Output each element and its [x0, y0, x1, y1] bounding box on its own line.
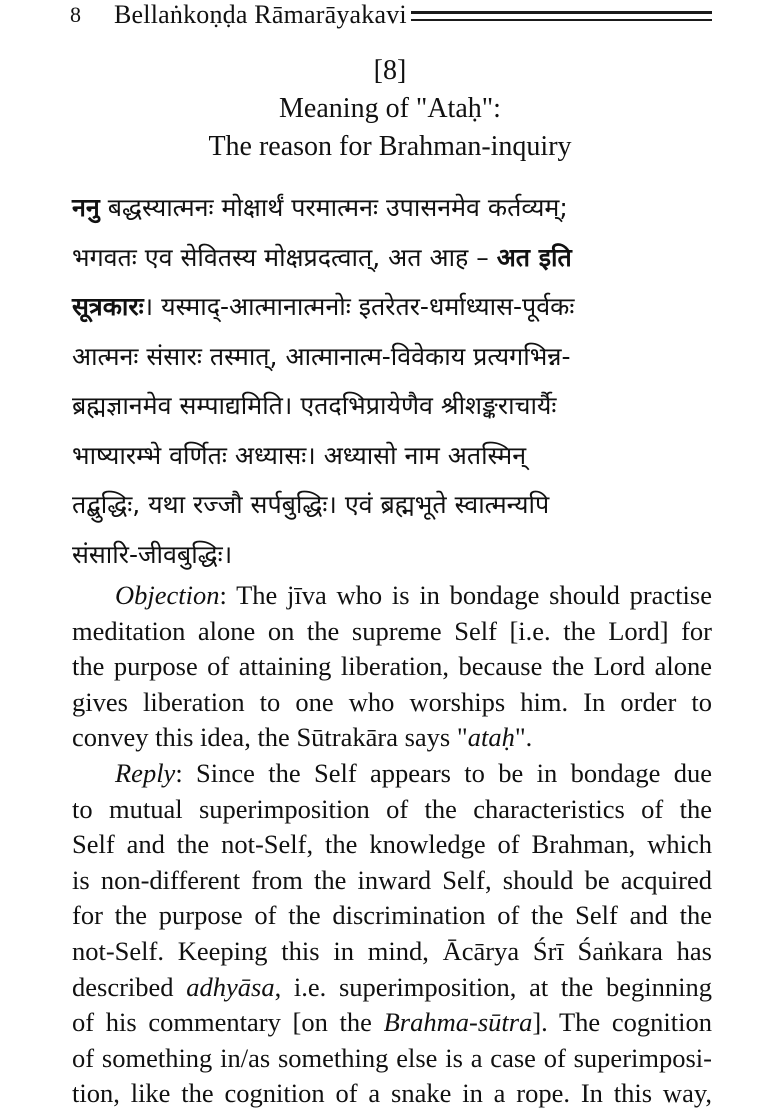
page-number: 8	[70, 2, 81, 27]
italic-term: Brahma-sūtra	[383, 1007, 533, 1038]
reply-label: Reply	[115, 757, 176, 788]
sanskrit-bold: ननु	[72, 193, 100, 222]
book-title: Bellaṅkoṇḍa Rāmarāyakavi	[114, 0, 407, 29]
prose-text: : Since the Self appears to be in bondage due	[175, 757, 712, 788]
prose-text: ]. The cognition	[532, 1007, 712, 1038]
reply-line: to mutual superimposition of the characteristics of the	[72, 793, 712, 824]
reply-line	[72, 970, 712, 1006]
italic-term: adhyāsa	[186, 971, 275, 1002]
prose-text: of his commentary [on the	[72, 1007, 384, 1038]
objection-line	[72, 720, 712, 756]
sanskrit-line	[72, 480, 712, 530]
quoted-term: ataḥ	[467, 722, 515, 753]
sanskrit-text: आत्मनः संसारः तस्मात्, आत्मानात्म-विवेकाय प्रत्यगभिन्न-	[72, 341, 571, 371]
reply-line: is non-different from the inward Self, should be acquired	[72, 864, 712, 895]
prose-text: : The jīva who is in bondage should practise	[219, 580, 712, 610]
translation-body	[72, 578, 712, 1112]
section-heading	[0, 52, 780, 166]
sanskrit-passage	[72, 183, 712, 579]
sanskrit-text: भाष्यारम्भे वर्णितः अध्यासः। अध्यासो नाम अतस्मिन्	[72, 440, 527, 470]
sanskrit-line	[72, 381, 712, 431]
sanskrit-text: भगवतः एव सेवितस्य मोक्षप्रदत्वात्, अत आह –	[72, 242, 497, 272]
sanskrit-line	[72, 431, 712, 481]
sanskrit-line	[72, 332, 712, 382]
reply-line: not-Self. Keeping this in mind, Ācārya Śrī Śaṅkara has	[72, 935, 712, 966]
reply-line: of something in/as something else is a case of superimposi-	[72, 1042, 712, 1073]
sanskrit-text: । यस्माद्-आत्मानात्मनोः इतरेतर-धर्माध्यास-पूर्वकः	[143, 292, 575, 321]
sanskrit-line	[72, 183, 712, 233]
objection-line: meditation alone on the supreme Self [i.e. the Lord] for	[72, 615, 712, 646]
header-double-rule	[411, 11, 712, 21]
reply-line: tion, like the cognition of a snake in a rope. In this way,	[72, 1078, 712, 1109]
running-head	[70, 2, 712, 28]
sanskrit-line	[72, 282, 712, 332]
objection-line	[72, 578, 712, 614]
prose-text: , i.e. superimposition, at the beginning	[274, 971, 712, 1002]
section-title-line-1: Meaning of "Ataḥ":	[279, 93, 501, 124]
reply-line: for the purpose of the discrimination of the Self and the	[72, 900, 712, 931]
sanskrit-text: संसारि-जीवबुद्धिः।	[72, 539, 233, 569]
prose-text: convey this idea, the Sūtrakāra says "	[72, 722, 468, 753]
prose-text: ".	[514, 722, 533, 753]
objection-line: gives liberation to one who worships him. In order to	[72, 686, 712, 717]
sanskrit-text: ब्रह्मज्ञानमेव सम्पाद्यमिति। एतदभिप्रायेणैव श्रीशङ्कराचार्यैः	[72, 391, 557, 420]
sanskrit-bold: सूत्रकारः	[72, 292, 144, 321]
section-number: [8]	[373, 55, 407, 86]
sanskrit-text: बद्धस्यात्मनः मोक्षार्थं परमात्मनः उपासनमेव कर्तव्यम्;	[99, 193, 568, 222]
sanskrit-line	[72, 530, 712, 580]
reply-line	[72, 1005, 712, 1041]
sanskrit-bold: अत इति	[496, 242, 572, 272]
reply-line	[72, 756, 712, 792]
sanskrit-text: तद्बुद्धिः, यथा रज्जौ सर्पबुद्धिः। एवं ब्रह्मभूते स्वात्मन्यपि	[72, 490, 550, 519]
prose-text: described	[72, 971, 187, 1002]
reply-line: Self and the not-Self, the knowledge of Brahman, which	[72, 829, 712, 860]
objection-line: the purpose of attaining liberation, because the Lord alone	[72, 651, 712, 682]
sanskrit-line	[72, 233, 712, 283]
section-title-line-2: The reason for Brahman-inquiry	[208, 131, 572, 162]
objection-label: Objection	[115, 580, 220, 610]
